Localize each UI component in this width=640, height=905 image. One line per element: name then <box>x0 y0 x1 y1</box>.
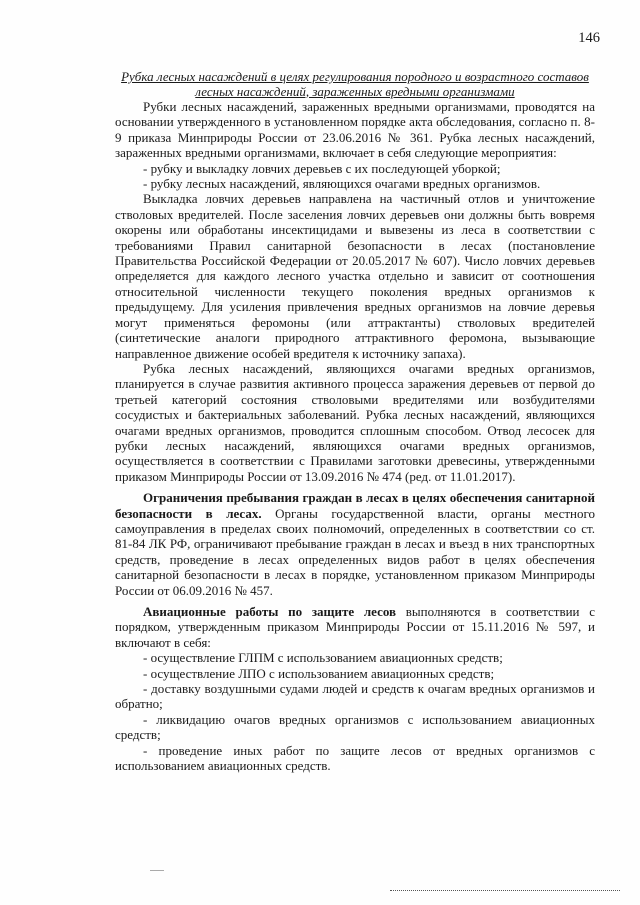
list-item: - доставку воздушными судами людей и средств к очагам вредных организмов и обратно; <box>115 681 595 712</box>
aviation-heading: Авиационные работы по защите лесов <box>143 604 397 619</box>
list-item: - осуществление ЛПО с использованием авиационных средств; <box>143 665 495 681</box>
list-item: - ликвидацию очагов вредных организмов с использованием авиационных средств; <box>115 711 595 743</box>
paragraph-stay-restrictions <box>115 490 595 598</box>
scan-mark <box>150 870 164 871</box>
page-number: 146 <box>578 30 600 46</box>
list-item: - осуществление ГЛПМ с использованием авиационных средств; <box>143 650 503 666</box>
list-item: - проведение иных работ по защите лесов от вредных организмов с использованием авиационных средств. <box>115 742 595 774</box>
page-content <box>115 70 595 773</box>
restrictions-heading: Ограничения пребывания граждан в лесах в целях обеспечения санитарной безопасности в лесах. <box>115 490 595 521</box>
paragraph-trap-trees: Выкладка ловчих деревьев направлена на частичный отлов и уничтожение стволовых вредителей. После заселения ловчих деревьев они должны быть вовремя окорены или обработаны инсектицидами и вывезены из леса в соответствии с требованиями Правил санитарной безопасности в лесах (постановление Правительства Российской Федерации от 20.05.2017 № 607). Число ловчих деревьев определяется для каждого лесного участка отдельно и зависит от соотношения относительной численности текущего поколения вредных организмов к предыдущему. Для усиления привлечения вредных организмов на ловчие деревья могут применяться феромоны (или аттрактанты) стволовых вредителей (синтетические аналоги природного аттрактивного феромона, вызывающие направленное движение особей вредителя к источнику запаха). <box>115 191 595 361</box>
aviation-text: выполняются в соответствии с порядком, утвержденным приказом Минприроды России от 15.11.2016 № 597, и включают в себя: <box>115 604 595 650</box>
paragraph-aviation-works <box>115 604 595 650</box>
footer-dotted-line <box>390 890 620 891</box>
restrictions-text: Органы государственной власти, органы местного самоуправления в пределах своих полномочий, определенных в соответствии со ст. 81-84 ЛК РФ, ограничивают пребывание граждан в лесах и въезд в них транспортных средств, проведение в лесах определенных видов работ в целях обеспечения санитарной безопасности в лесах в порядке, установленном приказом Минприроды России от 06.09.2016 № 457. <box>115 505 595 598</box>
paragraph-foci-cutting: Рубка лесных насаждений, являющихся очагами вредных организмов, планируется в случае развития активного процесса заражения деревьев от первой до третьей категорий состояния стволовыми вредителями или возбудителями сосудистых и бактериальных заболеваний. Рубка лесных насаждений, являющихся очагами вредных организмов, проводится сплошным способом. Отвод лесосек для рубки лесных насаждений, являющихся очагами вредных организмов, осуществляется в соответствии с Правилами заготовки древесины, утвержденными приказом Минприроды России от 13.09.2016 № 474 (ред. от 11.01.2017). <box>115 360 595 484</box>
section-title: Рубка лесных насаждений в целях регулирования породного и возрастного составов лесных насаждений, зараженных вредными организмами <box>121 69 589 99</box>
list-item: - рубку и выкладку ловчих деревьев с их последующей уборкой; <box>143 160 501 176</box>
paragraph-cutting-basis: Рубки лесных насаждений, зараженных вредными организмами, проводятся на основании утвержденного в установленном порядке акта обследования, согласно п. 8-9 приказа Минприроды России от 23.06.2016 № 361. Рубка лесных насаждений, зараженных вредными организмами, включает в себя следующие мероприятия: <box>115 99 595 161</box>
list-item: - рубку лесных насаждений, являющихся очагами вредных организмов. <box>143 176 541 192</box>
